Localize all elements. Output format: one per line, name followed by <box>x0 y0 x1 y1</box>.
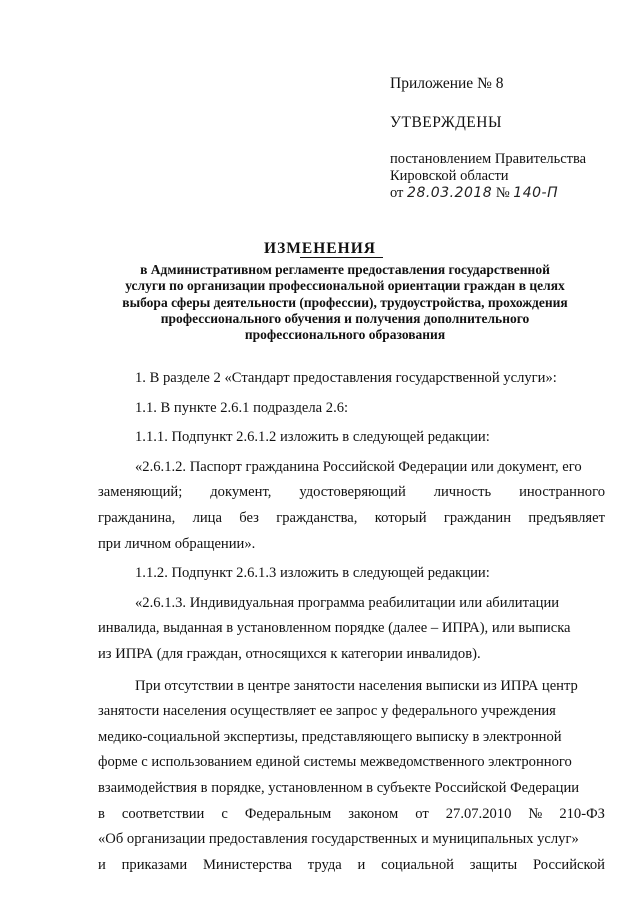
word: соответствии <box>121 805 205 822</box>
paragraph-7 <box>98 674 605 879</box>
paragraph-7-line-7: «Об организации предоставления государственных и муниципальных услуг» <box>98 831 579 848</box>
word: труда <box>307 856 342 873</box>
word: от <box>415 805 429 822</box>
paragraph-1: 1. В разделе 2 «Стандарт предоставления государственной услуги»: <box>135 370 557 386</box>
decree-line-3 <box>390 185 620 202</box>
paragraph-4-line-4: при личном обращении». <box>98 535 256 552</box>
decree-reference <box>390 151 620 202</box>
document-body <box>98 366 605 878</box>
paragraph-7-line-2: занятости населения осуществляет ее запрос у федерального учреждения <box>98 703 556 720</box>
word: который <box>374 509 427 526</box>
word: предъявляет <box>528 509 605 526</box>
paragraph-7-line-8 <box>98 853 605 879</box>
subtitle-line: профессионального образования <box>244 327 446 343</box>
decree-no-sign: № <box>495 185 510 201</box>
paragraph-4-line-3 <box>98 506 605 532</box>
decree-date-handwritten: 28.03.2018 <box>407 185 493 201</box>
word: без <box>239 509 259 526</box>
word: законом <box>348 805 399 822</box>
title-underline <box>300 257 383 258</box>
word: социальной <box>381 856 454 873</box>
word: приказами <box>121 856 188 873</box>
subtitle-line: профессионального обучения и получения дополнительного <box>160 310 530 326</box>
word: в <box>98 805 105 822</box>
paragraph-7-line-1: При отсутствии в центре занятости населения выписки из ИПРА центр <box>135 677 578 694</box>
word: № <box>528 805 543 822</box>
word: Российской <box>533 856 605 873</box>
word: гражданства, <box>276 509 358 526</box>
decree-line-2: Кировской области <box>390 168 509 184</box>
document-title: ИЗМЕНЕНИЯ <box>264 240 376 257</box>
word: гражданин <box>443 509 512 526</box>
subtitle-line: в Административном регламенте предоставления государственной <box>140 262 550 277</box>
paragraph-7-line-6 <box>98 802 605 828</box>
paragraph-6-line-2: инвалида, выданная в установленном порядке (далее – ИПРА), или выписка <box>98 620 571 637</box>
word: Федеральным <box>244 805 332 822</box>
word: гражданина, <box>98 509 176 526</box>
word: удостоверяющий <box>299 484 406 501</box>
word: заменяющий; <box>98 484 183 501</box>
subtitle-line: выбора сферы деятельности (профессии), трудоустройства, прохождения <box>122 294 568 310</box>
paragraph-4-line-1: «2.6.1.2. Паспорт гражданина Российской Федерации или документ, его <box>135 458 582 475</box>
word: 27.07.2010 <box>445 805 512 822</box>
subtitle-line: услуги по организации профессиональной ориентации граждан в целях <box>125 278 565 294</box>
word: документ, <box>210 484 272 501</box>
word: с <box>221 805 228 822</box>
paragraph-6-line-1: «2.6.1.3. Индивидуальная программа реабилитации или абилитации <box>135 594 560 611</box>
decree-number-handwritten: 140-П <box>513 185 559 201</box>
word: и <box>98 856 106 873</box>
paragraph-2: 1.1. В пункте 2.6.1 подраздела 2.6: <box>135 399 349 416</box>
paragraph-7-line-4: форме с использованием единой системы межведомственного электронного <box>98 754 572 771</box>
decree-from: от <box>390 185 404 201</box>
word: личность <box>433 484 492 501</box>
paragraph-7-line-3: медико-социальной экспертизы, представляющего выписку в электронной <box>98 728 562 745</box>
word: 210-ФЗ <box>559 805 605 822</box>
paragraph-4-line-2 <box>98 480 605 506</box>
paragraph-6-line-3: из ИПРА (для граждан, относящихся к категории инвалидов). <box>98 645 481 662</box>
word: Министерства <box>202 856 293 873</box>
paragraph-4 <box>98 455 605 557</box>
word: защиты <box>469 856 518 873</box>
word: иностранного <box>519 484 605 501</box>
word: лица <box>192 509 222 526</box>
word: и <box>357 856 366 873</box>
paragraph-6 <box>98 591 605 668</box>
appendix-label: Приложение № 8 <box>390 75 504 92</box>
decree-line-1: постановлением Правительства <box>390 151 587 167</box>
paragraph-5: 1.1.2. Подпункт 2.6.1.3 изложить в следующей редакции: <box>135 565 490 582</box>
paragraph-3: 1.1.1. Подпункт 2.6.1.2 изложить в следующей редакции: <box>135 429 490 446</box>
paragraph-7-line-5: взаимодействия в порядке, установленном в субъекте Российской Федерации <box>98 779 580 796</box>
document-subtitle <box>95 262 595 343</box>
approved-label: УТВЕРЖДЕНЫ <box>390 114 502 131</box>
